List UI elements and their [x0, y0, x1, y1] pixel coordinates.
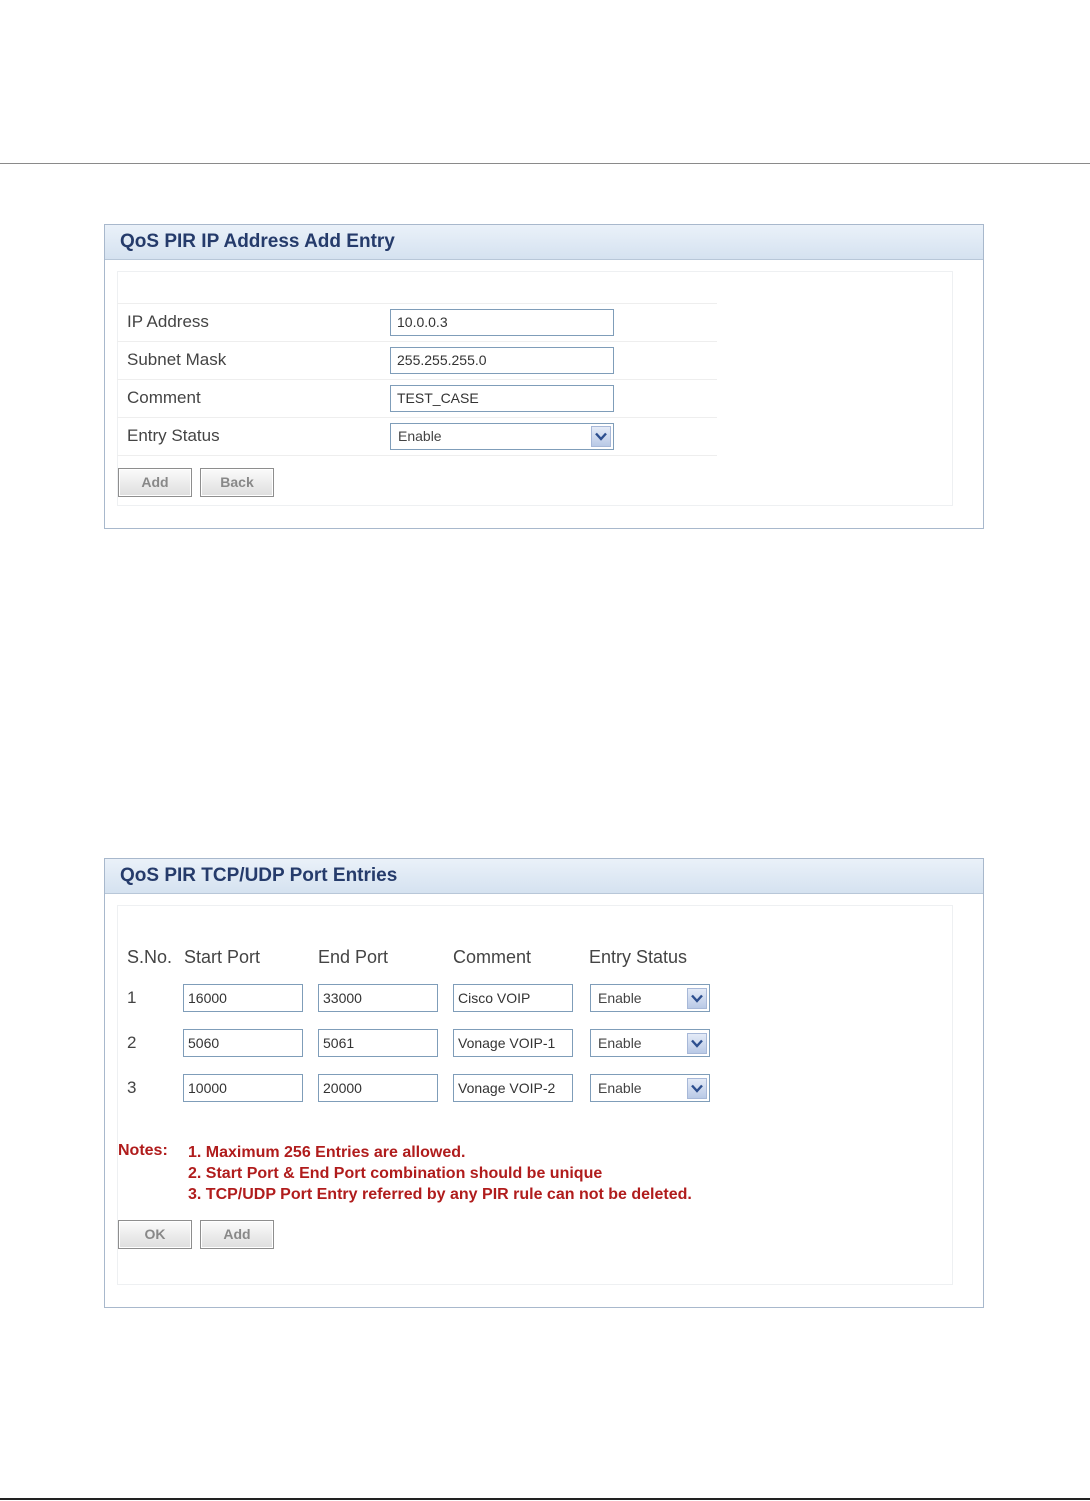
subnet-mask-row [117, 341, 717, 379]
col-header-end-port: End Port [318, 947, 389, 967]
chevron-down-icon[interactable] [687, 988, 707, 1009]
note-item: 2. Start Port & End Port combination should be unique [188, 1165, 603, 1182]
note-item: 1. Maximum 256 Entries are allowed. [188, 1144, 466, 1161]
bottom-divider [0, 1498, 1090, 1500]
subnet-mask-input[interactable]: 255.255.255.0 [390, 347, 614, 374]
comment-input[interactable]: Vonage VOIP-2 [453, 1074, 573, 1102]
back-button[interactable]: Back [200, 468, 274, 497]
ip-address-input[interactable]: 10.0.0.3 [390, 309, 614, 336]
chevron-down-icon[interactable] [687, 1078, 707, 1099]
comment-input[interactable]: Cisco VOIP [453, 984, 573, 1012]
row-sno: 1 [127, 988, 137, 1007]
ip-address-add-entry-panel [104, 224, 984, 529]
row-sno: 2 [127, 1033, 137, 1052]
start-port-input[interactable]: 5060 [183, 1029, 303, 1057]
comment-input[interactable]: TEST_CASE [390, 385, 614, 412]
start-port-input[interactable]: 10000 [183, 1074, 303, 1102]
entry-status-value: Enable [398, 428, 442, 444]
entry-status-row [117, 417, 717, 456]
ip-address-row [117, 303, 717, 341]
add-button[interactable]: Add [200, 1220, 274, 1249]
comment-row [117, 379, 717, 417]
panel-title: QoS PIR IP Address Add Entry [105, 225, 983, 260]
col-header-start-port: Start Port [184, 947, 261, 967]
ok-button[interactable]: OK [118, 1220, 192, 1249]
row-sno: 3 [127, 1078, 137, 1097]
add-button[interactable]: Add [118, 468, 192, 497]
start-port-input[interactable]: 16000 [183, 984, 303, 1012]
top-divider [0, 163, 1090, 164]
tcp-udp-port-entries-panel [104, 858, 984, 1308]
entry-status-select[interactable] [590, 984, 710, 1012]
comment-label: Comment [127, 388, 201, 407]
entry-status-value: Enable [598, 1035, 642, 1051]
ip-address-label: IP Address [127, 312, 209, 331]
chevron-down-icon[interactable] [687, 1033, 707, 1054]
col-header-entry-status: Entry Status [589, 947, 688, 967]
entry-status-select[interactable] [590, 1029, 710, 1057]
entry-status-select[interactable] [590, 1074, 710, 1102]
col-header-comment: Comment [453, 947, 532, 967]
end-port-input[interactable]: 33000 [318, 984, 438, 1012]
entry-status-value: Enable [598, 990, 642, 1006]
comment-input[interactable]: Vonage VOIP-1 [453, 1029, 573, 1057]
notes-list [188, 1142, 692, 1205]
panel-title: QoS PIR TCP/UDP Port Entries [105, 859, 983, 894]
entry-status-select[interactable] [390, 423, 614, 450]
chevron-down-icon[interactable] [591, 426, 611, 447]
subnet-mask-label: Subnet Mask [127, 350, 227, 369]
notes-label: Notes: [118, 1142, 168, 1159]
end-port-input[interactable]: 5061 [318, 1029, 438, 1057]
note-item: 3. TCP/UDP Port Entry referred by any PIR rule can not be deleted. [188, 1186, 692, 1203]
entry-status-label: Entry Status [127, 426, 220, 445]
end-port-input[interactable]: 20000 [318, 1074, 438, 1102]
col-header-sno: S.No. [127, 947, 173, 967]
entry-status-value: Enable [598, 1080, 642, 1096]
